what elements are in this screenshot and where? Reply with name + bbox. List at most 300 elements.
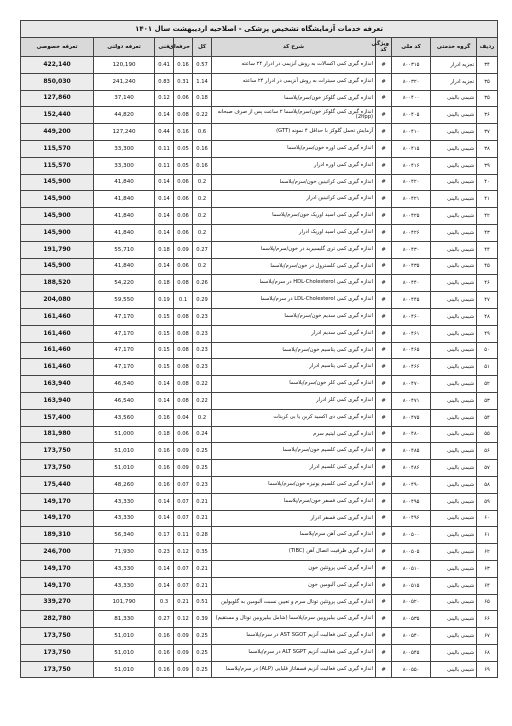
professional-coefficient-cell: 0.31: [174, 73, 193, 90]
service-group-cell: شیمی بالینی: [431, 443, 477, 460]
private-tariff-cell: 161,460: [21, 308, 94, 325]
code-feature-cell: #: [376, 443, 392, 460]
row-number-cell: ۵۹: [477, 493, 498, 510]
private-tariff-cell: 145,900: [21, 224, 94, 241]
total-coefficient-cell: 0.21: [193, 560, 212, 577]
service-group-cell: شیمی بالینی: [431, 275, 477, 292]
technical-coefficient-cell: 0.14: [155, 493, 174, 510]
description-cell: اندازه گیری کمی اسید اوریک ادرار: [212, 224, 376, 241]
description-cell: اندازه گیری کمی گلوکز خون/سرم/پلاسما ۲ ساعت پس از صرف صبحانه (2hpp): [212, 107, 376, 124]
national-code-cell: ۸۰۰۵۱۵: [392, 577, 431, 594]
national-code-cell: ۸۰۰۴۷۱: [392, 392, 431, 409]
code-feature-cell: #: [376, 258, 392, 275]
national-code-cell: ۸۰۰۵۱۰: [392, 560, 431, 577]
row-number-cell: ۶۱: [477, 527, 498, 544]
service-group-cell: شیمی بالینی: [431, 241, 477, 258]
private-tariff-cell: 145,900: [21, 191, 94, 208]
technical-coefficient-cell: 0.16: [155, 409, 174, 426]
service-group-cell: شیمی بالینی: [431, 124, 477, 141]
national-code-cell: ۸۰۰۴۹۰: [392, 476, 431, 493]
total-coefficient-cell: 0.2: [193, 174, 212, 191]
total-coefficient-cell: 0.2: [193, 409, 212, 426]
code-feature-cell: #: [376, 594, 392, 611]
row-number-cell: ۳۸: [477, 140, 498, 157]
service-group-cell: شیمی بالینی: [431, 140, 477, 157]
national-code-cell: ۸۰۰۴۱۰: [392, 124, 431, 141]
service-group-cell: شیمی بالینی: [431, 644, 477, 661]
total-coefficient-cell: 0.16: [193, 140, 212, 157]
table-row: [21, 628, 498, 645]
total-coefficient-cell: 0.21: [193, 493, 212, 510]
code-feature-cell: #: [376, 644, 392, 661]
table-row: [21, 157, 498, 174]
private-tariff-cell: 163,940: [21, 392, 94, 409]
description-cell: اندازه گیری کمی فعالیت آنزیم فسفاتاز قلیایی (ALP) در سرم/پلاسما: [212, 661, 376, 678]
private-tariff-cell: 173,750: [21, 460, 94, 477]
total-coefficient-cell: 0.18: [193, 90, 212, 107]
table-row: [21, 275, 498, 292]
row-number-cell: ۶۴: [477, 577, 498, 594]
description-cell: اندازه گیری کمی آلبومین خون: [212, 577, 376, 594]
total-coefficient-cell: 0.23: [193, 308, 212, 325]
professional-coefficient-cell: 0.09: [174, 644, 193, 661]
private-tariff-cell: 127,860: [21, 90, 94, 107]
description-cell: اندازه گیری کمی پروتئین توتال سرم و تعیین نسبت آلبومین به گلوبولین: [212, 594, 376, 611]
national-code-cell: ۸۰۰۴۹۵: [392, 493, 431, 510]
row-number-cell: ۴۸: [477, 308, 498, 325]
government-tariff-cell: 56,340: [94, 527, 155, 544]
header-description: شرح کد: [212, 38, 376, 57]
code-feature-cell: #: [376, 460, 392, 477]
private-tariff-cell: 449,200: [21, 124, 94, 141]
description-cell: آزمایش تحمل گلوکز با حداقل ۴ نمونه (GTT): [212, 124, 376, 141]
total-coefficient-cell: 0.2: [193, 208, 212, 225]
total-coefficient-cell: 0.25: [193, 443, 212, 460]
national-code-cell: ۸۰۰۴۱۶: [392, 157, 431, 174]
table-row: [21, 392, 498, 409]
table-row: [21, 57, 498, 74]
private-tariff-cell: 282,780: [21, 611, 94, 628]
technical-coefficient-cell: 0.23: [155, 544, 174, 561]
professional-coefficient-cell: 0.05: [174, 157, 193, 174]
technical-coefficient-cell: 0.14: [155, 392, 174, 409]
total-coefficient-cell: 0.25: [193, 661, 212, 678]
description-cell: اندازه گیری کمی سدیم خون/سرم/پلاسما: [212, 308, 376, 325]
table-row: [21, 493, 498, 510]
national-code-cell: ۸۰۰۴۲۶: [392, 224, 431, 241]
table-row: [21, 460, 498, 477]
row-number-cell: ۴۴: [477, 241, 498, 258]
government-tariff-cell: 33,300: [94, 157, 155, 174]
description-cell: اندازه گیری کمی فعالیت آنزیم ALT SGPT در سرم/پلاسما: [212, 644, 376, 661]
row-number-cell: ۶۹: [477, 661, 498, 678]
technical-coefficient-cell: 0.19: [155, 292, 174, 309]
description-cell: اندازه گیری کمی HDL-Cholesterol در سرم/پلاسما: [212, 275, 376, 292]
total-coefficient-cell: 1.14: [193, 73, 212, 90]
national-code-cell: ۸۰۰۵۰۵: [392, 544, 431, 561]
code-feature-cell: #: [376, 107, 392, 124]
technical-coefficient-cell: 0.14: [155, 376, 174, 393]
private-tariff-cell: 175,440: [21, 476, 94, 493]
private-tariff-cell: 161,460: [21, 325, 94, 342]
code-feature-cell: #: [376, 527, 392, 544]
private-tariff-cell: 145,900: [21, 258, 94, 275]
service-group-cell: شیمی بالینی: [431, 409, 477, 426]
service-group-cell: شیمی بالینی: [431, 342, 477, 359]
description-cell: اندازه گیری کمی پروتئین خون: [212, 560, 376, 577]
description-cell: اندازه گیری کمی کلسترول در خون/سرم/پلاسما: [212, 258, 376, 275]
code-feature-cell: #: [376, 359, 392, 376]
description-cell: اندازه گیری کمی کلسیم ادرار: [212, 460, 376, 477]
government-tariff-cell: 51,010: [94, 460, 155, 477]
service-group-cell: شیمی بالینی: [431, 292, 477, 309]
total-coefficient-cell: 0.21: [193, 510, 212, 527]
table-row: [21, 426, 498, 443]
table-row: [21, 90, 498, 107]
service-group-cell: شیمی بالینی: [431, 594, 477, 611]
private-tariff-cell: 246,700: [21, 544, 94, 561]
technical-coefficient-cell: 0.14: [155, 224, 174, 241]
government-tariff-cell: 43,330: [94, 493, 155, 510]
table-row: [21, 174, 498, 191]
code-feature-cell: #: [376, 57, 392, 74]
professional-coefficient-cell: 0.07: [174, 577, 193, 594]
private-tariff-cell: 173,750: [21, 661, 94, 678]
private-tariff-cell: 181,980: [21, 426, 94, 443]
total-coefficient-cell: 0.29: [193, 292, 212, 309]
row-number-cell: ۵۴: [477, 409, 498, 426]
code-feature-cell: #: [376, 611, 392, 628]
government-tariff-cell: 101,790: [94, 594, 155, 611]
private-tariff-cell: 149,170: [21, 560, 94, 577]
government-tariff-cell: 120,190: [94, 57, 155, 74]
national-code-cell: ۸۰۰۴۰۵: [392, 107, 431, 124]
row-number-cell: ۳۵: [477, 90, 498, 107]
professional-coefficient-cell: 0.12: [174, 611, 193, 628]
service-group-cell: شیمی بالینی: [431, 224, 477, 241]
code-feature-cell: #: [376, 90, 392, 107]
service-group-cell: شیمی بالینی: [431, 392, 477, 409]
national-code-cell: ۸۰۰۴۶۱: [392, 325, 431, 342]
code-feature-cell: #: [376, 544, 392, 561]
description-cell: اندازه گیری کمی کراتینین ادرار: [212, 191, 376, 208]
technical-coefficient-cell: 0.44: [155, 124, 174, 141]
service-group-cell: شیمی بالینی: [431, 460, 477, 477]
technical-coefficient-cell: 0.15: [155, 325, 174, 342]
table-row: [21, 191, 498, 208]
technical-coefficient-cell: 0.83: [155, 73, 174, 90]
national-code-cell: ۸۰۰۴۳۵: [392, 258, 431, 275]
service-group-cell: شیمی بالینی: [431, 258, 477, 275]
technical-coefficient-cell: 0.16: [155, 661, 174, 678]
technical-coefficient-cell: 0.41: [155, 57, 174, 74]
table-row: [21, 376, 498, 393]
code-feature-cell: #: [376, 157, 392, 174]
professional-coefficient-cell: 0.06: [174, 191, 193, 208]
technical-coefficient-cell: 0.18: [155, 426, 174, 443]
total-coefficient-cell: 0.24: [193, 426, 212, 443]
private-tariff-cell: 145,900: [21, 208, 94, 225]
row-number-cell: ۴۲: [477, 208, 498, 225]
total-coefficient-cell: 0.22: [193, 376, 212, 393]
row-number-cell: ۵۸: [477, 476, 498, 493]
description-cell: اندازه گیری کمی بیلیروبین سرم/پلاسما (شامل بیلیروبین توتال و مستقیم): [212, 611, 376, 628]
service-group-cell: شیمی بالینی: [431, 510, 477, 527]
private-tariff-cell: 161,460: [21, 342, 94, 359]
row-number-cell: ۵۰: [477, 342, 498, 359]
total-coefficient-cell: 0.39: [193, 611, 212, 628]
table-title: تعرفه خدمات آزمایشگاه تشخیص پزشکی - اصلاحیه اردیبهشت سال ۱۴۰۱: [21, 21, 498, 38]
row-number-cell: ۵۶: [477, 443, 498, 460]
professional-coefficient-cell: 0.08: [174, 107, 193, 124]
description-cell: اندازه گیری کمی LDL-Cholesterol در سرم/پلاسما: [212, 292, 376, 309]
code-feature-cell: #: [376, 493, 392, 510]
description-cell: اندازه گیری کمی اوره ادرار: [212, 157, 376, 174]
professional-coefficient-cell: 0.07: [174, 493, 193, 510]
private-tariff-cell: 173,750: [21, 443, 94, 460]
service-group-cell: تجزیه ادرار: [431, 73, 477, 90]
government-tariff-cell: 127,240: [94, 124, 155, 141]
national-code-cell: ۸۰۰۴۹۶: [392, 510, 431, 527]
government-tariff-cell: 41,840: [94, 191, 155, 208]
government-tariff-cell: 41,840: [94, 258, 155, 275]
header-total: کل: [193, 38, 212, 57]
professional-coefficient-cell: 0.06: [174, 208, 193, 225]
code-feature-cell: #: [376, 292, 392, 309]
table-row: [21, 527, 498, 544]
description-cell: اندازه گیری کمی آهن سرم/پلاسما: [212, 527, 376, 544]
description-cell: اندازه گیری کمی اسید اوریک خون/سرم/پلاسما: [212, 208, 376, 225]
total-coefficient-cell: 0.22: [193, 107, 212, 124]
table-row: [21, 208, 498, 225]
total-coefficient-cell: 0.28: [193, 527, 212, 544]
national-code-cell: ۸۰۰۳۱۵: [392, 57, 431, 74]
technical-coefficient-cell: 0.18: [155, 275, 174, 292]
table-row: [21, 476, 498, 493]
table-row: [21, 73, 498, 90]
header-technical: فنی: [155, 38, 174, 57]
professional-coefficient-cell: 0.09: [174, 443, 193, 460]
government-tariff-cell: 81,330: [94, 611, 155, 628]
service-group-cell: شیمی بالینی: [431, 157, 477, 174]
government-tariff-cell: 51,000: [94, 426, 155, 443]
technical-coefficient-cell: 0.14: [155, 258, 174, 275]
table-row: [21, 594, 498, 611]
code-feature-cell: #: [376, 140, 392, 157]
service-group-cell: شیمی بالینی: [431, 90, 477, 107]
table-row: [21, 644, 498, 661]
national-code-cell: ۸۰۰۵۴۰: [392, 628, 431, 645]
row-number-cell: ۳۷: [477, 124, 498, 141]
national-code-cell: ۸۰۰۴۲۵: [392, 208, 431, 225]
service-group-cell: شیمی بالینی: [431, 107, 477, 124]
table-row: [21, 409, 498, 426]
government-tariff-cell: 51,010: [94, 661, 155, 678]
national-code-cell: ۸۰۰۴۲۱: [392, 191, 431, 208]
government-tariff-cell: 46,540: [94, 392, 155, 409]
table-row: [21, 577, 498, 594]
national-code-cell: ۸۰۰۴۸۶: [392, 460, 431, 477]
professional-coefficient-cell: 0.06: [174, 426, 193, 443]
total-coefficient-cell: 0.2: [193, 224, 212, 241]
code-feature-cell: #: [376, 308, 392, 325]
government-tariff-cell: 37,140: [94, 90, 155, 107]
national-code-cell: ۸۰۰۴۳۰: [392, 241, 431, 258]
total-coefficient-cell: 0.21: [193, 577, 212, 594]
government-tariff-cell: 51,010: [94, 628, 155, 645]
technical-coefficient-cell: 0.16: [155, 644, 174, 661]
national-code-cell: ۸۰۰۵۲۰: [392, 594, 431, 611]
technical-coefficient-cell: 0.11: [155, 157, 174, 174]
code-feature-cell: #: [376, 241, 392, 258]
row-number-cell: ۶۶: [477, 611, 498, 628]
description-cell: اندازه گیری کمی اوره خون/سرم/پلاسما: [212, 140, 376, 157]
government-tariff-cell: 33,300: [94, 140, 155, 157]
header-code-feature: ویژگی کد: [376, 38, 392, 57]
header-government-tariff: تعرفه دولتی: [94, 38, 155, 57]
technical-coefficient-cell: 0.14: [155, 191, 174, 208]
national-code-cell: ۸۰۰۵۵۰: [392, 661, 431, 678]
table-row: [21, 443, 498, 460]
private-tariff-cell: 163,940: [21, 376, 94, 393]
description-cell: اندازه گیری کمی کلر خون/سرم/پلاسما: [212, 376, 376, 393]
code-feature-cell: #: [376, 577, 392, 594]
professional-coefficient-cell: 0.08: [174, 376, 193, 393]
technical-coefficient-cell: 0.14: [155, 107, 174, 124]
row-number-cell: ۶۵: [477, 594, 498, 611]
technical-coefficient-cell: 0.17: [155, 527, 174, 544]
description-cell: اندازه گیری کمی فعالیت آنزیم AST SGOT در سرم/پلاسما: [212, 628, 376, 645]
professional-coefficient-cell: 0.07: [174, 476, 193, 493]
description-cell: اندازه گیری کمی گلوکز خون/سرم/پلاسما: [212, 90, 376, 107]
table-row: [21, 292, 498, 309]
total-coefficient-cell: 0.16: [193, 157, 212, 174]
description-cell: اندازه گیری کمی کلسیم یونیزه خون/سرم/پلاسما: [212, 476, 376, 493]
government-tariff-cell: 241,240: [94, 73, 155, 90]
description-cell: اندازه گیری کمی فسفر ادرار: [212, 510, 376, 527]
total-coefficient-cell: 0.25: [193, 628, 212, 645]
total-coefficient-cell: 0.27: [193, 241, 212, 258]
table-row: [21, 107, 498, 124]
row-number-cell: ۴۵: [477, 258, 498, 275]
professional-coefficient-cell: 0.16: [174, 124, 193, 141]
row-number-cell: ۶۸: [477, 644, 498, 661]
row-number-cell: ۶۰: [477, 510, 498, 527]
header-row: [21, 38, 498, 57]
national-code-cell: ۸۰۰۳۲۰: [392, 73, 431, 90]
service-group-cell: شیمی بالینی: [431, 493, 477, 510]
technical-coefficient-cell: 0.14: [155, 510, 174, 527]
private-tariff-cell: 152,440: [21, 107, 94, 124]
national-code-cell: ۸۰۰۴۷۰: [392, 376, 431, 393]
technical-coefficient-cell: 0.14: [155, 560, 174, 577]
row-number-cell: ۴۶: [477, 275, 498, 292]
row-number-cell: ۶۳: [477, 560, 498, 577]
total-coefficient-cell: 0.26: [193, 275, 212, 292]
code-feature-cell: #: [376, 208, 392, 225]
description-cell: اندازه گیری ظرفیت اتصال آهن (TIBC): [212, 544, 376, 561]
total-coefficient-cell: 0.22: [193, 392, 212, 409]
row-number-cell: ۴۹: [477, 325, 498, 342]
government-tariff-cell: 43,330: [94, 510, 155, 527]
row-number-cell: ۵۱: [477, 359, 498, 376]
table-row: [21, 258, 498, 275]
table-body: [21, 57, 498, 678]
technical-coefficient-cell: 0.11: [155, 140, 174, 157]
national-code-cell: ۸۰۰۴۱۵: [392, 140, 431, 157]
private-tariff-cell: 157,400: [21, 409, 94, 426]
table-row: [21, 359, 498, 376]
technical-coefficient-cell: 0.15: [155, 308, 174, 325]
total-coefficient-cell: 0.23: [193, 476, 212, 493]
service-group-cell: شیمی بالینی: [431, 527, 477, 544]
professional-coefficient-cell: 0.09: [174, 661, 193, 678]
government-tariff-cell: 47,170: [94, 342, 155, 359]
total-coefficient-cell: 0.2: [193, 258, 212, 275]
private-tariff-cell: 149,170: [21, 510, 94, 527]
row-number-cell: ۶۲: [477, 544, 498, 561]
technical-coefficient-cell: 0.14: [155, 208, 174, 225]
national-code-cell: ۸۰۰۵۰۰: [392, 527, 431, 544]
code-feature-cell: #: [376, 661, 392, 678]
total-coefficient-cell: 0.25: [193, 644, 212, 661]
professional-coefficient-cell: 0.1: [174, 292, 193, 309]
professional-coefficient-cell: 0.07: [174, 510, 193, 527]
code-feature-cell: #: [376, 224, 392, 241]
row-number-cell: ۵۲: [477, 376, 498, 393]
technical-coefficient-cell: 0.12: [155, 90, 174, 107]
national-code-cell: ۸۰۰۴۶۶: [392, 359, 431, 376]
total-coefficient-cell: 0.51: [193, 594, 212, 611]
private-tariff-cell: 149,170: [21, 493, 94, 510]
service-group-cell: شیمی بالینی: [431, 577, 477, 594]
service-group-cell: تجزیه ادرار: [431, 57, 477, 74]
private-tariff-cell: 161,460: [21, 359, 94, 376]
government-tariff-cell: 47,170: [94, 359, 155, 376]
table-row: [21, 510, 498, 527]
professional-coefficient-cell: 0.21: [174, 594, 193, 611]
total-coefficient-cell: 0.2: [193, 191, 212, 208]
technical-coefficient-cell: 0.3: [155, 594, 174, 611]
service-group-cell: شیمی بالینی: [431, 376, 477, 393]
national-code-cell: ۸۰۰۴۷۵: [392, 409, 431, 426]
row-number-cell: ۳۴: [477, 57, 498, 74]
description-cell: اندازه گیری کمی اکسالات به روش آنزیمی در ادرار ۲۴ ساعته: [212, 57, 376, 74]
row-number-cell: ۳۵: [477, 73, 498, 90]
service-group-cell: شیمی بالینی: [431, 426, 477, 443]
code-feature-cell: #: [376, 392, 392, 409]
professional-coefficient-cell: 0.07: [174, 560, 193, 577]
national-code-cell: ۸۰۰۴۶۵: [392, 342, 431, 359]
table-row: [21, 611, 498, 628]
professional-coefficient-cell: 0.08: [174, 275, 193, 292]
table-row: [21, 661, 498, 678]
government-tariff-cell: 46,540: [94, 376, 155, 393]
private-tariff-cell: 204,080: [21, 292, 94, 309]
national-code-cell: ۸۰۰۴۸۵: [392, 443, 431, 460]
government-tariff-cell: 48,260: [94, 476, 155, 493]
private-tariff-cell: 850,030: [21, 73, 94, 90]
professional-coefficient-cell: 0.09: [174, 241, 193, 258]
government-tariff-cell: 43,560: [94, 409, 155, 426]
government-tariff-cell: 41,840: [94, 174, 155, 191]
professional-coefficient-cell: 0.06: [174, 174, 193, 191]
professional-coefficient-cell: 0.05: [174, 140, 193, 157]
government-tariff-cell: 44,820: [94, 107, 155, 124]
header-row-number: ردیف: [477, 38, 498, 57]
code-feature-cell: #: [376, 409, 392, 426]
service-group-cell: شیمی بالینی: [431, 325, 477, 342]
